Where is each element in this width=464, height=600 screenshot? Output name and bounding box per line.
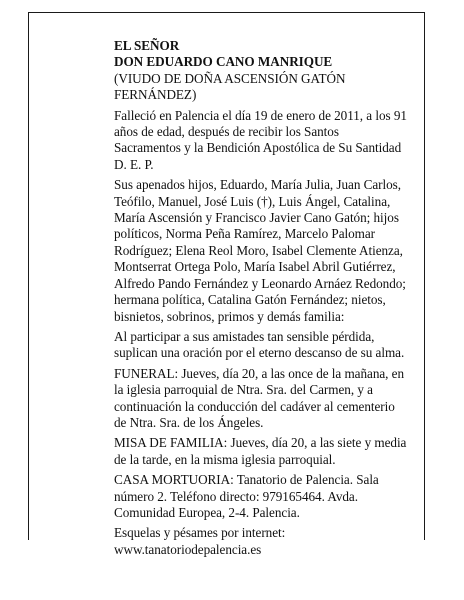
funeral-home-website: www.tanatoriodepalencia.es [114, 541, 262, 557]
text-line: años de edad, después de recibir los Santos [114, 124, 339, 140]
text-line: Falleció en Palencia el día 19 de enero de 2011, a los 91 [114, 107, 407, 123]
text-line: Montserrat Ortega Polo, María Isabel Abril Gutiérrez, [114, 259, 396, 275]
deceased-name: DON EDUARDO CANO MANRIQUE [114, 54, 333, 70]
death-notice-paragraph [114, 108, 420, 174]
text-line: suplican una oración por el eterno descanso de su alma. [114, 345, 405, 361]
text-line: María Ascensión y Francisco Javier Cano Gatón; hijos [114, 210, 399, 226]
text-line: Al participar a sus amistades tan sensible pérdida, [114, 328, 375, 344]
text-line: bisnietos, sobrinos, primos y demás familia: [114, 308, 345, 324]
text-line: de la tarde, en la misma iglesia parroquial. [114, 451, 336, 467]
text-line: hermana política, Catalina Gatón Fernández; nietos, [114, 292, 386, 308]
text-line: CASA MORTUORIA: Tanatorio de Palencia. Sala [114, 472, 379, 488]
text-line: Sus apenados hijos, Eduardo, María Julia, Juan Carlos, [114, 177, 402, 193]
text-line: de Ntra. Sra. de los Ángeles. [114, 414, 264, 430]
text-line: FUNERAL: Jueves, día 20, a las once de la mañana, en [114, 365, 405, 381]
heading-title: EL SEÑOR [114, 38, 180, 53]
family-mass-paragraph [114, 435, 420, 468]
internet-condolences-paragraph [114, 525, 420, 558]
text-line: MISA DE FAMILIA: Jueves, día 20, a las siete y media [114, 435, 407, 451]
text-line: Comunidad Europea, 2-4. Palencia. [114, 504, 300, 520]
text-line: Rodríguez; Elena Reol Moro, Isabel Clemente Atienza, [114, 242, 403, 258]
text-line: continuación la conducción del cadáver al cementerio [114, 398, 395, 414]
text-line: la iglesia parroquial de Ntra. Sra. del Carmen, y a [114, 382, 373, 398]
text-line: políticos, Norma Peña Ramírez, Marcelo Palomar [114, 226, 376, 242]
text-line: Teófilo, Manuel, José Luis (†), Luis Ángel, Catalina, [114, 193, 391, 209]
widower-note-cont: FERNÁNDEZ) [114, 87, 197, 103]
funeral-paragraph [114, 366, 420, 432]
text-line: Sacramentos y la Bendición Apostólica de Su Santidad [114, 140, 402, 156]
text-line: D. E. P. [114, 156, 154, 172]
deceased-heading [114, 38, 420, 104]
family-paragraph [114, 177, 420, 325]
obituary-text [114, 38, 420, 562]
text-line: Alfredo Pando Fernández y Leonardo Arnáez Redondo; [114, 275, 406, 291]
widower-note: (VIUDO DE DOÑA ASCENSIÓN GATÓN [114, 70, 346, 86]
funeral-home-paragraph [114, 472, 420, 521]
text-line: Esquelas y pésames por internet: [114, 525, 286, 541]
text-line: número 2. Teléfono directo: 979165464. Avda. [114, 488, 358, 504]
prayer-request-paragraph [114, 329, 420, 362]
